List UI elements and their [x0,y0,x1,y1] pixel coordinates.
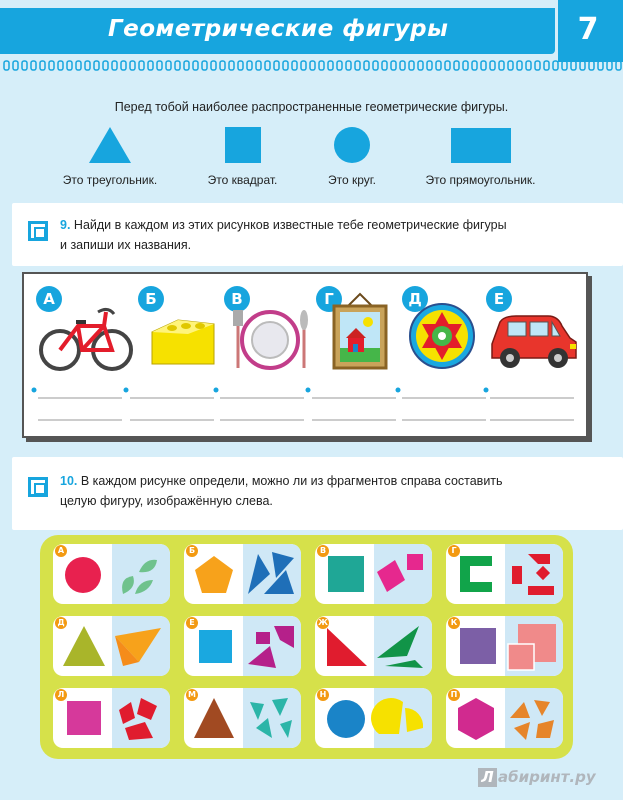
cell-label: В [317,545,329,557]
shape-cell-n [315,688,432,748]
spiral-ring [499,61,504,70]
cell-shapes [446,616,563,676]
spiral-ring [220,61,225,70]
spiral-ring [49,61,54,70]
shape-label: Это квадрат. [207,173,278,187]
spiral-ring [148,61,153,70]
spiral-ring [139,61,144,70]
shape-cell-a [53,544,170,604]
cell-shapes [53,616,170,676]
spiral-ring [508,61,513,70]
spiral-ring [310,61,315,70]
spiral-ring [607,61,612,70]
task-number: 9. [60,218,71,232]
task-text-line1: В каждом рисунке определи, можно ли из фрагментов справа составить [80,474,503,488]
task-number: 10. [60,474,78,488]
cheese-icon [148,308,218,368]
answer-bullet [32,388,37,393]
framed-picture-icon [330,290,390,370]
picture-letter: В [224,286,250,312]
spiral-ring [400,61,405,70]
answer-lines [24,386,584,426]
spiral-ring [103,61,108,70]
spiral-ring [328,61,333,70]
spiral-ring [616,61,621,70]
task-text-line1: Найди в каждом из этих рисунков известные тебе геометрические фигуры [73,218,507,232]
cell-label: П [448,689,460,701]
shape-cell-v [315,544,432,604]
cell-label: А [55,545,67,557]
task-10-box [12,457,623,530]
spiral-ring [193,61,198,70]
cell-label: Л [55,689,67,701]
cell-shapes [184,544,301,604]
cell-shapes [446,544,563,604]
task-checkbox[interactable] [28,477,48,497]
spiral-ring [4,61,9,70]
circle-icon [332,125,372,165]
cell-shapes [315,616,432,676]
page-number: 7 [577,12,599,47]
cell-label: Г [448,545,460,557]
spiral-binding-decoration [0,58,623,74]
task-checkbox[interactable] [28,221,48,241]
spiral-ring [409,61,414,70]
cell-label: Д [55,617,67,629]
spiral-ring [373,61,378,70]
task-10-text [60,471,503,511]
picture-letter: Б [138,286,164,312]
title-bar [0,8,555,54]
spiral-ring [121,61,126,70]
answer-bullet [306,388,311,393]
spiral-ring [76,61,81,70]
cell-label: К [448,617,460,629]
task-10-shape-grid [40,535,573,759]
spiral-ring [346,61,351,70]
answer-bullet [124,388,129,393]
spiral-ring [589,61,594,70]
spiral-ring [130,61,135,70]
cell-label: М [186,689,198,701]
basic-shapes-row [0,125,623,195]
plate-icon [228,306,314,376]
spiral-ring [202,61,207,70]
spiral-ring [517,61,522,70]
spiral-ring [175,61,180,70]
spiral-ring [301,61,306,70]
spiral-ring [427,61,432,70]
spiral-ring [67,61,72,70]
spiral-ring [490,61,495,70]
spiral-ring [229,61,234,70]
spiral-ring [31,61,36,70]
page-header [0,0,623,82]
shape-rectangle-item [408,125,553,187]
cell-label: Н [317,689,329,701]
picture-letter: Е [486,286,512,312]
spiral-ring [463,61,468,70]
spiral-ring [418,61,423,70]
spiral-ring [535,61,540,70]
spiral-ring [112,61,117,70]
spiral-ring [247,61,252,70]
spiral-ring [598,61,603,70]
square-icon [223,125,263,165]
rectangle-icon [449,125,513,165]
cell-label: Ж [318,618,328,627]
cell-shapes [446,688,563,748]
spiral-ring [553,61,558,70]
spiral-ring [436,61,441,70]
shape-cell-d [53,616,170,676]
spiral-ring [391,61,396,70]
cell-label: Е [186,617,198,629]
shape-cell-p [446,688,563,748]
spiral-ring [337,61,342,70]
spiral-ring [238,61,243,70]
page-title: Геометрические фигуры [108,16,449,42]
spiral-ring [58,61,63,70]
task-text-line2: и запиши их названия. [60,238,192,252]
shape-label: Это круг. [327,173,377,187]
spiral-ring [274,61,279,70]
spiral-ring [184,61,189,70]
shape-cell-m [184,688,301,748]
shape-cell-e [184,616,301,676]
shape-cell-zh [315,616,432,676]
shape-label: Это прямоугольник. [425,173,536,187]
spiral-ring [571,61,576,70]
spiral-ring [364,61,369,70]
picture-letter: Д [402,286,428,312]
spiral-ring [445,61,450,70]
shape-cell-k [446,616,563,676]
shape-cell-g [446,544,563,604]
spiral-ring [94,61,99,70]
cell-shapes [53,688,170,748]
spiral-ring [472,61,477,70]
spiral-ring [265,61,270,70]
spiral-ring [454,61,459,70]
cell-shapes [315,544,432,604]
spiral-ring [355,61,360,70]
answer-bullet [214,388,219,393]
spiral-ring [283,61,288,70]
shape-triangle-item [50,125,170,187]
spiral-ring [157,61,162,70]
car-icon [486,308,582,378]
spiral-ring [256,61,261,70]
cell-shapes [184,616,301,676]
spiral-ring [382,61,387,70]
spiral-ring [580,61,585,70]
logo-text: абиринт.ру [498,768,596,786]
spiral-ring [166,61,171,70]
task-9-box [12,203,623,266]
spiral-ring [562,61,567,70]
shape-circle-item [312,125,392,187]
spiral-ring [526,61,531,70]
page-number-box [558,0,623,62]
task-9-pictures [22,272,588,438]
publisher-watermark-logo [478,768,596,787]
task-9-text [60,215,507,255]
triangle-icon [87,125,133,165]
shape-square-item [195,125,290,187]
cell-shapes [184,688,301,748]
spiral-ring [544,61,549,70]
bicycle-icon [38,300,134,380]
spiral-ring [211,61,216,70]
answer-bullet [396,388,401,393]
spiral-ring [481,61,486,70]
shape-label: Это треугольник. [62,173,158,187]
cell-label: Б [186,545,198,557]
shape-cell-b [184,544,301,604]
picture-letter: А [36,286,62,312]
spiral-ring [85,61,90,70]
answer-bullet [484,388,489,393]
picture-letter: Г [316,286,342,312]
spiral-ring [319,61,324,70]
intro-text: Перед тобой наиболее распространенные геометрические фигуры. [114,100,509,114]
cell-shapes [315,688,432,748]
shape-cell-l [53,688,170,748]
logo-letter: Л [478,768,497,787]
spiral-ring [22,61,27,70]
spiral-ring [292,61,297,70]
mosaic-plate-icon [408,302,478,372]
task-text-line2: целую фигуру, изображённую слева. [60,494,273,508]
spiral-ring [40,61,45,70]
spiral-ring [13,61,18,70]
cell-shapes [53,544,170,604]
